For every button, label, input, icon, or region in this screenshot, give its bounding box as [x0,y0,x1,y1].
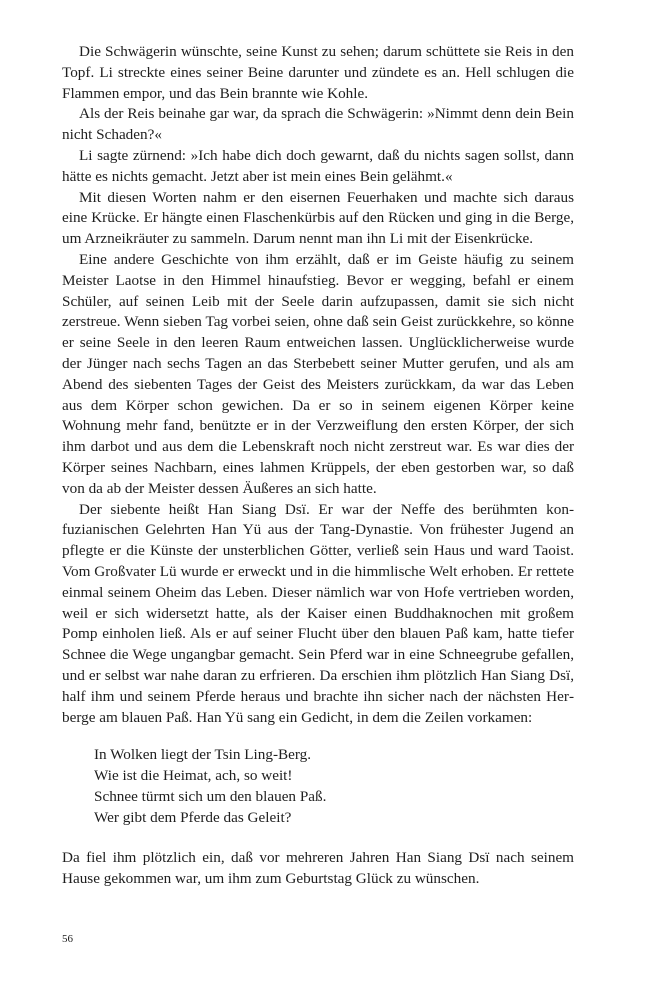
paragraph: Li sagte zürnend: »Ich habe dich doch gewarnt, daß du nichts sagen sollst, dann hätte es nichts gemacht. Jetzt aber ist mein eines Bein gelähmt.« [62,146,574,185]
paragraph: Als der Reis beinahe gar war, da sprach die Schwägerin: »Nimmt denn dein Bein nicht Schaden?« [62,105,574,144]
page-number: 56 [62,933,73,945]
page-body [62,42,574,890]
poem-line: In Wolken liegt der Tsin Ling-Berg. [94,746,312,764]
paragraph: Der siebente heißt Han Siang Dsï. Er war der Neffe des berühmten konfuzianischen Gelehrten Han Yü aus der Tang-Dynastie. Von frühester Jugend an pflegte er die Künste der unsterblichen Götter, verließ sein Haus und ward Taoist. Vom Großvater Lü wurde er erweckt und in die himmlische Welt erhoben. Er rettete einmal seinem Oheim das Leben. Dieser nämlich war von Hofe vertrieben worden, weil er sich widersetzt hatte, als der Kaiser einen Buddhaknochen mit großem Pomp einholen ließ. Als er auf seiner Flucht über den blauen Paß kam, hatte tiefer Schnee die Wege ungangbar gemacht. Sein Pferd war in eine Schneegrube gefallen, und er selbst war nahe daran zu erfrieren. Da erschien ihm plötzlich Han Siang Dsï, half ihm und seinem Pferde heraus und brachte ihn sicher nach der nächsten Herberge am blauen Paß. Han Yü sang ein Gedicht, in dem die Zeilen vorkamen: [62,500,574,726]
paragraph: Eine andere Geschichte von ihm erzählt, daß er im Geiste häufig zu seinem Meister Laotse in den Himmel hinaufstieg. Bevor er wegging, befahl er einem Schüler, auf seinen Leib mit der Seele darin aufzupassen, damit sie sich nicht zerstreue. Wenn sieben Tag vorbei seien, ohne daß sein Geist zurückkehre, so könne er seine Seele in den leeren Raum entweichen lassen. Unglücklicherweise wurde der Jünger nach sechs Tagen an das Sterbebett seiner Mutter gerufen, und als am Abend des siebenten Tages der Geist des Meisters zurückkam, da war das Leben aus dem Körper schon gewichen. Da er so in seinem eigenen Körper keine Wohnung mehr fand, benützte er in der Verzweiflung den ersten Körper, der sich ihm darbot und aus dem die Lebenskraft noch nicht zerstreut war. Es war dies der Körper seines Nachbarn, eines lahmen Krüppels, der eben gestorben war, so daß von da ab der Meister dessen Äußeres an sich hatte. [62,250,574,497]
paragraph: Mit diesen Worten nahm er den eisernen Feuerhaken und machte sich daraus eine Krücke. Er hängte einen Flaschenkürbis auf den Rücken und ging in die Berge, um Arzneikräuter zu sammeln. Darum nennt man ihn Li mit der Eisenkrücke. [62,188,574,248]
poem-line: Wie ist die Heimat, ach, so weit! [94,767,293,785]
paragraph: Da fiel ihm plötzlich ein, daß vor mehreren Jahren Han Siang Dsï nach seinem Hause gekommen war, um ihm zum Geburtstag Glück zu wünschen. [62,849,574,888]
poem-line: Schnee türmt sich um den blauen Paß. [94,787,327,805]
paragraph: Die Schwägerin wünschte, seine Kunst zu sehen; darum schüttete sie Reis in den Topf. Li streckte eines seiner Beine darunter und zündete es an. Hell schlugen die Flammen empor, und das Bein brannte wie Kohle. [62,43,574,102]
poem [94,745,574,828]
poem-line: Wer gibt dem Pferde das Geleit? [94,808,292,826]
